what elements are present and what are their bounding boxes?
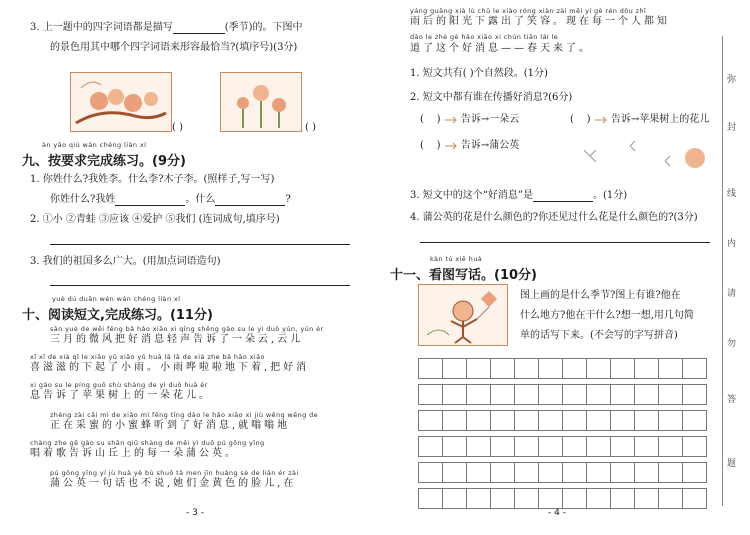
- writing-cell[interactable]: [466, 410, 491, 431]
- writing-cell[interactable]: [658, 462, 683, 483]
- q3-line2: 的景色用其中哪个四字词语来形容最恰当?(填序号)(3分): [50, 42, 298, 53]
- writing-cell[interactable]: [418, 436, 443, 457]
- writing-cell[interactable]: [586, 436, 611, 457]
- flowers-illustration: [220, 72, 302, 132]
- passage-line: 三月的微风把好消息轻声告诉了一朵云,云儿: [50, 334, 304, 345]
- section-9-title: 九、按要求完成练习。(9分): [22, 154, 186, 169]
- writing-cell[interactable]: [682, 384, 707, 405]
- writing-cell[interactable]: [442, 384, 467, 405]
- section-11-title: 十一、看图写话。(10分): [390, 268, 537, 283]
- seal-char: 请: [727, 289, 737, 299]
- writing-cell[interactable]: [610, 410, 635, 431]
- answer-blank[interactable]: [173, 23, 225, 34]
- writing-cell[interactable]: [658, 410, 683, 431]
- section-10-title: 十、阅读短文,完成练习。(11分): [22, 308, 213, 323]
- writing-grid[interactable]: [418, 358, 708, 508]
- passage-pinyin: zhèng zài cǎi mì de xiǎo mì fēng tīng dào le hǎo xiāo xi jiù wēng wēng de: [50, 411, 319, 419]
- s9-q1-fill: 你姓什么?我姓 。什么 ?: [50, 194, 291, 205]
- sec9-pinyin: àn yāo qiú wán chéng liàn xí: [42, 141, 147, 149]
- writing-cell[interactable]: [538, 462, 563, 483]
- writing-cell[interactable]: [562, 488, 587, 509]
- prompt-line: 单的话写下来。(不会写的字写拼音): [520, 330, 678, 341]
- passage-pinyin: pú gōng yīng yí jù huà yě bù shuō tā men jīn huáng sè de liǎn ér zài: [50, 469, 299, 477]
- seal-char: 封: [727, 123, 737, 133]
- writing-cell[interactable]: [490, 410, 515, 431]
- r-q2: 2. 短文中都有谁在传播好消息?(6分): [410, 92, 573, 103]
- sec10-pinyin: yuè dú duǎn wén wán chéng liàn xí: [52, 295, 181, 303]
- writing-cell[interactable]: [634, 462, 659, 483]
- passage-pinyin: chàng zhe gē gào su shān qiū shàng de měi yì duǒ pú gōng yīng: [30, 439, 265, 447]
- answer-paren-1[interactable]: ( ): [172, 122, 183, 133]
- writing-cell[interactable]: [466, 436, 491, 457]
- chain-row-1: ( ) 告诉→一朵云: [420, 114, 520, 125]
- writing-cell[interactable]: [658, 436, 683, 457]
- writing-cell[interactable]: [514, 436, 539, 457]
- passage-pinyin: sān yuè de wēi fēng bǎ hǎo xiāo xi qīng shēng gào su le yì duǒ yún, yún ér: [50, 325, 324, 333]
- seal-char: 勿: [727, 339, 737, 349]
- answer-paren-2[interactable]: ( ): [305, 122, 316, 133]
- writing-cell[interactable]: [658, 358, 683, 379]
- writing-cell[interactable]: [514, 410, 539, 431]
- writing-cell[interactable]: [418, 384, 443, 405]
- writing-cell[interactable]: [538, 436, 563, 457]
- writing-cell[interactable]: [586, 410, 611, 431]
- writing-cell[interactable]: [634, 488, 659, 509]
- seal-char: 答: [727, 395, 737, 405]
- writing-cell[interactable]: [682, 488, 707, 509]
- chain-row-1b: ( ) 告诉→苹果树上的花儿: [570, 114, 710, 125]
- writing-cell[interactable]: [490, 384, 515, 405]
- writing-cell[interactable]: [634, 358, 659, 379]
- q3-text: 3. 上一题中的四字词语都是描写 (季节)的。下图中: [30, 22, 303, 33]
- writing-cell[interactable]: [682, 462, 707, 483]
- passage-line: 唱着歌告诉山丘上的每一朵蒲公英。: [30, 448, 238, 459]
- arrow-icon: [594, 115, 608, 125]
- writing-cell[interactable]: [658, 384, 683, 405]
- answer-line[interactable]: [420, 242, 710, 243]
- writing-cell[interactable]: [490, 488, 515, 509]
- arrow-icon: [444, 141, 458, 151]
- writing-cell[interactable]: [610, 358, 635, 379]
- writing-cell[interactable]: [586, 384, 611, 405]
- answer-line[interactable]: [50, 285, 350, 286]
- birds-illustration: [70, 72, 172, 132]
- writing-cell[interactable]: [514, 488, 539, 509]
- page-number: - 4 -: [548, 508, 566, 518]
- writing-cell[interactable]: [586, 358, 611, 379]
- sec11-pinyin: kàn tú xiě huà: [430, 255, 483, 263]
- writing-cell[interactable]: [586, 488, 611, 509]
- prompt-line: 图上画的是什么季节?图上有谁?他在: [520, 290, 681, 301]
- seal-char: 内: [727, 239, 737, 249]
- r-q3: 3. 短文中的这个“好消息”是 。(1分): [410, 190, 628, 201]
- writing-cell[interactable]: [562, 436, 587, 457]
- writing-cell[interactable]: [490, 462, 515, 483]
- s9-q1: 1. 你姓什么?我姓李。什么李?木子李。(照样子,写一写): [30, 174, 275, 185]
- writing-cell[interactable]: [682, 436, 707, 457]
- dandelion-seeds-decoration: [580, 136, 710, 180]
- passage-line: 息告诉了苹果树上的一朵花儿。: [30, 390, 212, 401]
- writing-cell[interactable]: [418, 410, 443, 431]
- writing-cell[interactable]: [514, 358, 539, 379]
- writing-cell[interactable]: [610, 384, 635, 405]
- answer-line[interactable]: [50, 244, 350, 245]
- passage-line: 喜滋滋的下起了小雨。小雨哗啦啦地下着,把好消: [30, 362, 310, 373]
- page-number: - 3 -: [186, 508, 204, 518]
- writing-cell[interactable]: [610, 462, 635, 483]
- passage-pinyin: dào le zhè gè hǎo xiāo xi chūn tiān lái le: [410, 33, 559, 41]
- writing-cell[interactable]: [514, 462, 539, 483]
- writing-cell[interactable]: [418, 462, 443, 483]
- writing-cell[interactable]: [562, 384, 587, 405]
- writing-cell[interactable]: [442, 358, 467, 379]
- writing-cell[interactable]: [562, 462, 587, 483]
- passage-pinyin: yáng guāng xià lù chū le xiào róng xiàn zài měi yí gè rén dōu zhī: [410, 7, 647, 15]
- writing-cell[interactable]: [586, 462, 611, 483]
- writing-cell[interactable]: [466, 488, 491, 509]
- writing-cell[interactable]: [610, 436, 635, 457]
- writing-cell[interactable]: [442, 410, 467, 431]
- writing-cell[interactable]: [634, 410, 659, 431]
- boy-kite-illustration: [418, 284, 508, 346]
- seal-line-sidebar: [722, 36, 743, 506]
- writing-cell[interactable]: [634, 436, 659, 457]
- r-q4: 4. 蒲公英的花是什么颜色的?你还见过什么花是什么颜色的?(3分): [410, 212, 698, 223]
- seal-char: 题: [727, 459, 737, 469]
- passage-pinyin: xi gào su le píng guǒ shù shàng de yì duǒ huā ér: [30, 381, 208, 389]
- writing-cell[interactable]: [466, 462, 491, 483]
- writing-cell[interactable]: [514, 384, 539, 405]
- answer-blank[interactable]: [215, 195, 285, 206]
- writing-cell[interactable]: [682, 358, 707, 379]
- s9-q3: 3. 我们的祖国多么广大。(用加点词语造句): [30, 256, 221, 267]
- answer-blank[interactable]: [533, 191, 593, 202]
- writing-cell[interactable]: [418, 488, 443, 509]
- passage-line: 蒲公英一句话也不说,她们金黄色的脸儿,在: [50, 478, 297, 489]
- writing-cell[interactable]: [538, 410, 563, 431]
- writing-cell[interactable]: [538, 488, 563, 509]
- s9-q2: 2. ①小 ②青蛙 ③应该 ④爱护 ⑤我们 (连词成句,填序号): [30, 214, 280, 225]
- writing-cell[interactable]: [466, 358, 491, 379]
- writing-cell[interactable]: [610, 488, 635, 509]
- chain-row-2: ( ) 告诉→蒲公英: [420, 140, 520, 151]
- writing-cell[interactable]: [442, 488, 467, 509]
- passage-line: 正在采蜜的小蜜蜂听到了好消息,就嗡嗡地: [50, 420, 291, 431]
- answer-blank[interactable]: [115, 195, 185, 206]
- writing-cell[interactable]: [490, 358, 515, 379]
- seal-char: 线: [727, 189, 737, 199]
- passage-pinyin: xī xī de xià qǐ le xiǎo yǔ xiǎo yǔ huā lā lā de xià zhe bǎ hǎo xiāo: [30, 353, 265, 361]
- writing-cell[interactable]: [466, 384, 491, 405]
- passage-line: 雨后的阳光下露出了笑容。现在每一个人都知: [410, 16, 670, 27]
- writing-cell[interactable]: [562, 410, 587, 431]
- seal-char: 弥: [727, 75, 737, 85]
- writing-cell[interactable]: [418, 358, 443, 379]
- writing-cell[interactable]: [442, 462, 467, 483]
- passage-line: 道了这个好消息——春天来了。: [410, 43, 592, 54]
- r-q1: 1. 短文共有( )个自然段。(1分): [410, 68, 548, 79]
- writing-cell[interactable]: [682, 410, 707, 431]
- writing-cell[interactable]: [538, 358, 563, 379]
- writing-cell[interactable]: [658, 488, 683, 509]
- writing-cell[interactable]: [634, 384, 659, 405]
- arrow-icon: [444, 115, 458, 125]
- writing-cell[interactable]: [562, 358, 587, 379]
- prompt-line: 什么地方?他在干什么?想一想,用几句简: [520, 310, 694, 321]
- writing-cell[interactable]: [442, 436, 467, 457]
- writing-cell[interactable]: [490, 436, 515, 457]
- writing-cell[interactable]: [538, 384, 563, 405]
